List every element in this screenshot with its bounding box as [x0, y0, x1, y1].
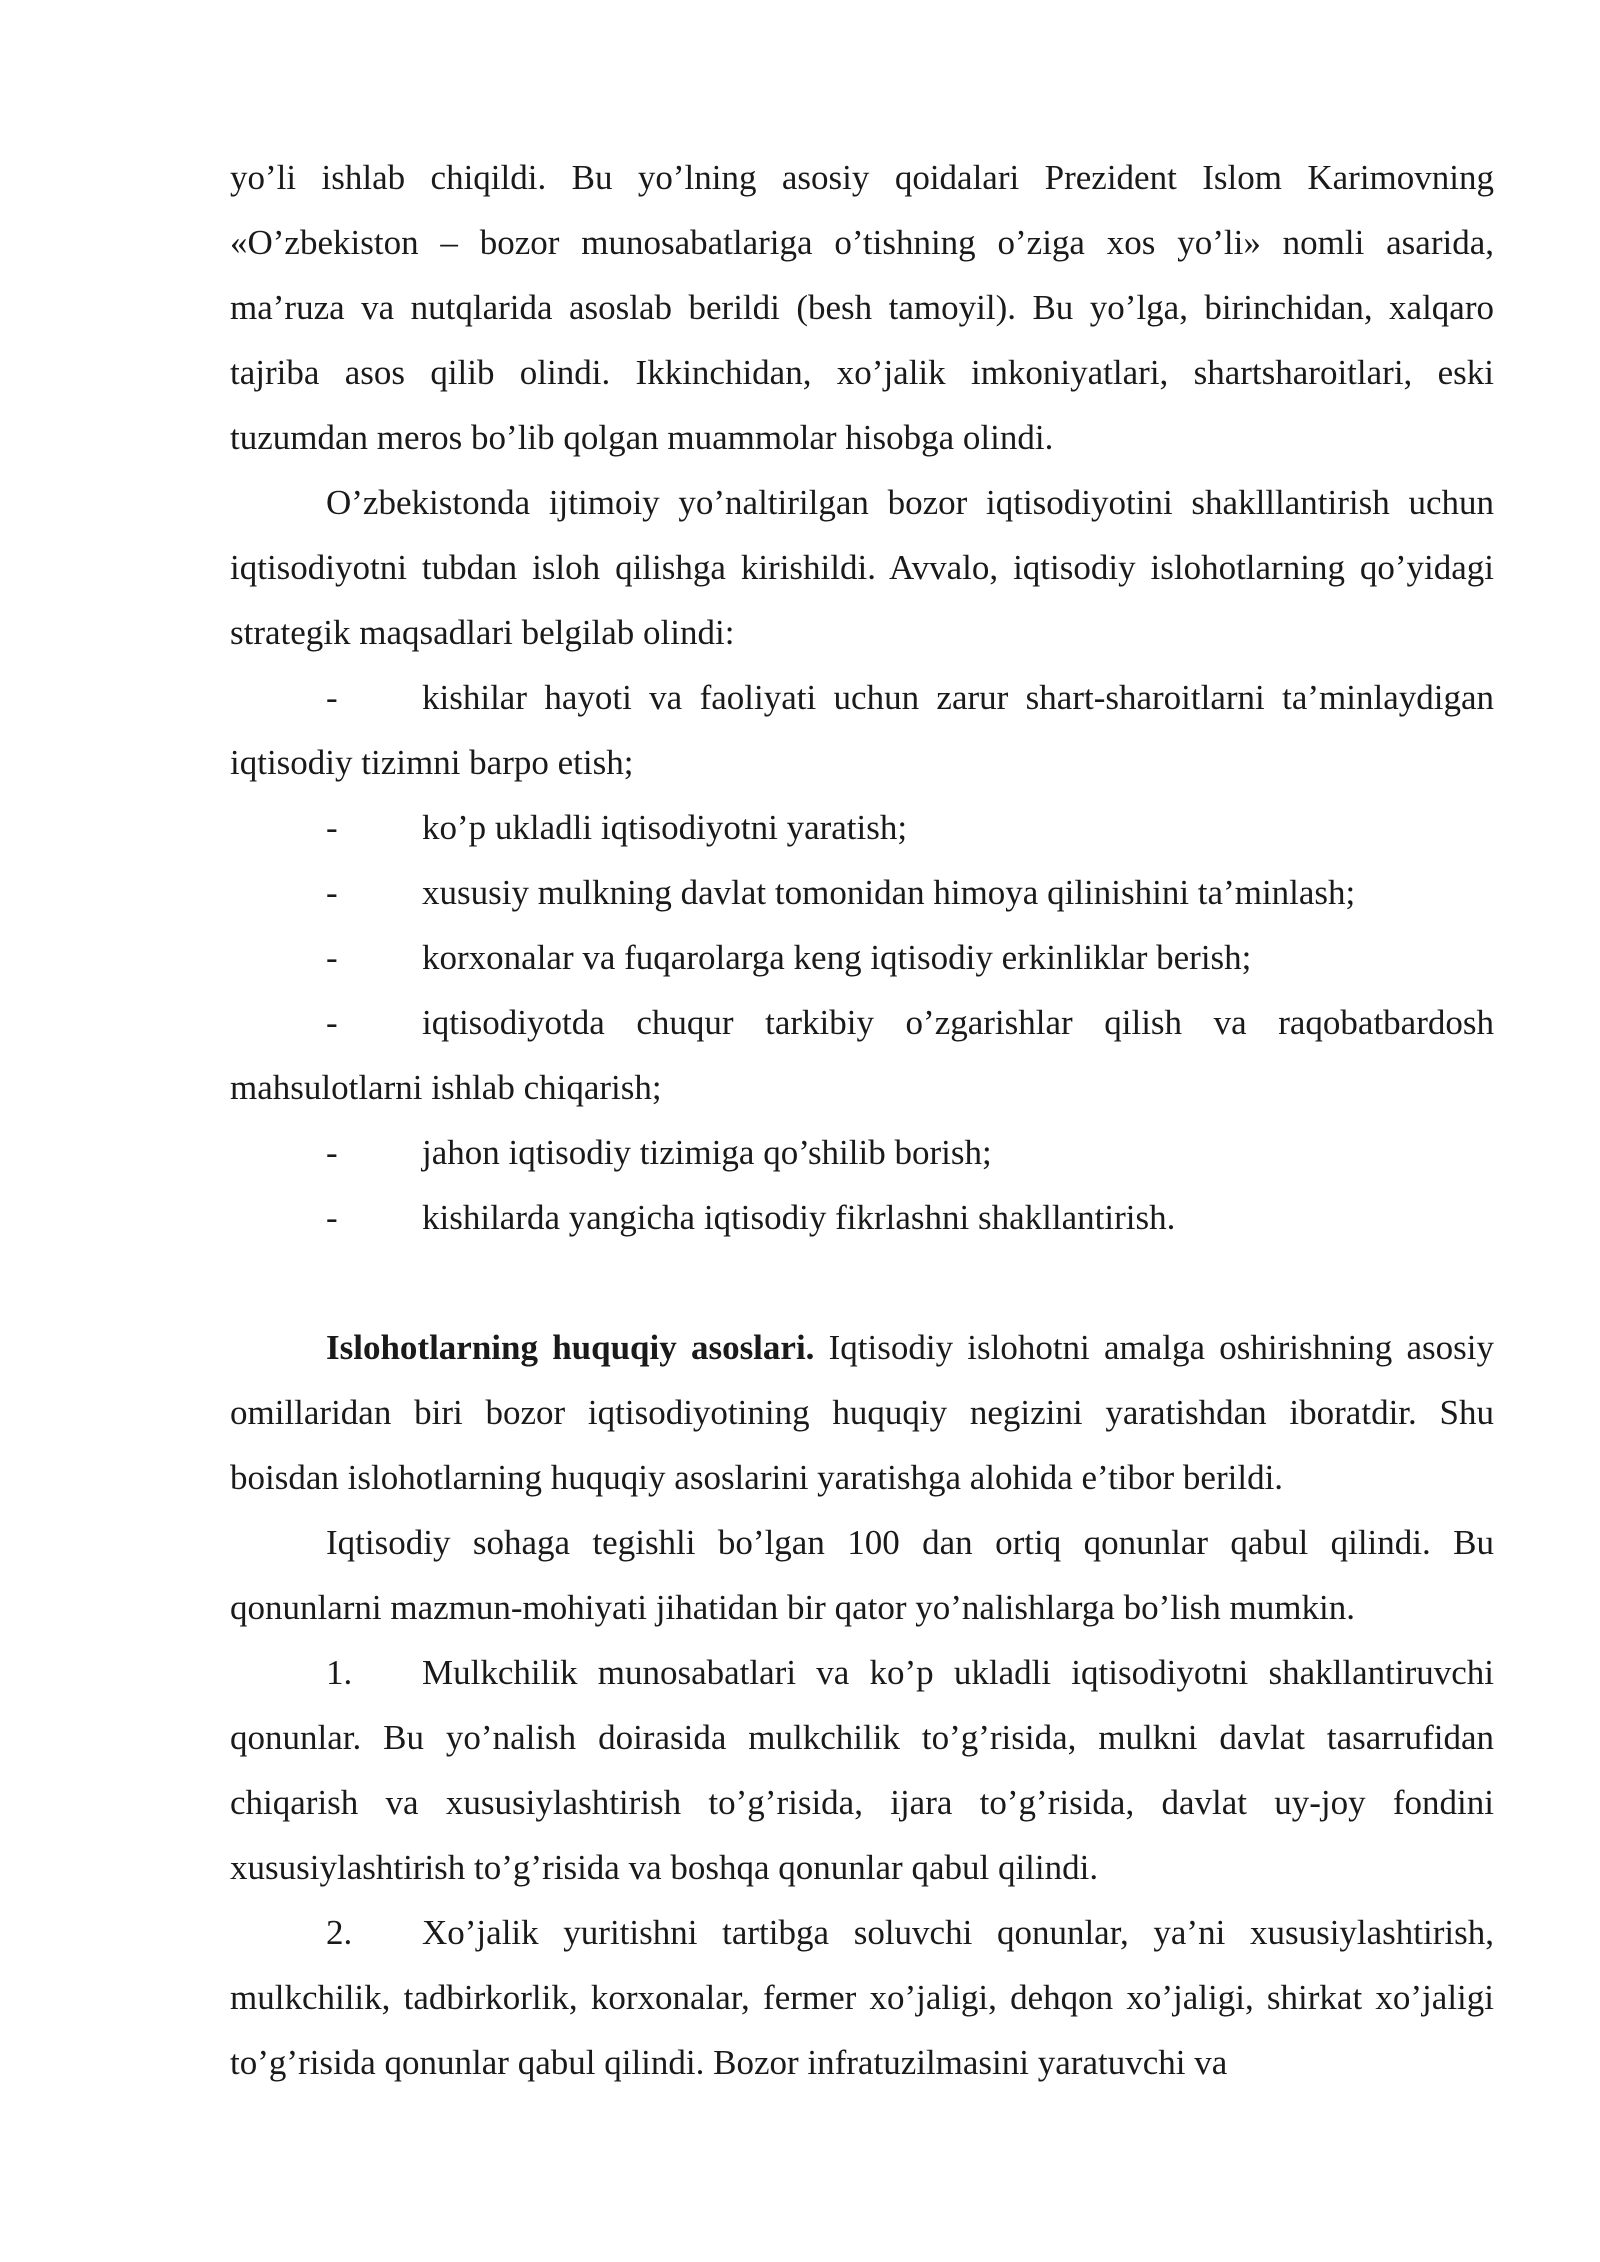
numbered-item-text: Xo’jalik yuritishni tartibga soluvchi qonunlar, ya’ni xususiylashtirish, mulkchilik, tadbirkorlik, korxonalar, fermer xo’jaligi, dehqon xo’jaligi, shirkat xo’jaligi to’g’risida qonunlar qabul qilindi. Bozor infratuzilmasini yaratuvchi va [230, 1913, 1494, 2082]
bullet-marker: - [326, 1198, 338, 1237]
list-item [230, 925, 1494, 990]
list-item-text: jahon iqtisodiy tizimiga qo’shilib borish; [422, 1133, 992, 1172]
number-marker: 1. [326, 1653, 353, 1692]
document-page [230, 145, 1494, 2095]
paragraph-legal-basis [230, 1315, 1494, 1510]
list-item-text: korxonalar va fuqarolarga keng iqtisodiy erkinliklar berish; [422, 938, 1252, 977]
list-item-text: kishilar hayoti va faoliyati uchun zarur shart-sharoitlarni ta’minlaydigan iqtisodiy tizimni barpo etish; [230, 678, 1494, 782]
paragraph-intro: yo’li ishlab chiqildi. Bu yo’lning asosiy qoidalari Prezident Islom Karimovning «O’zbekiston – bozor munosabatlariga o’tishning o’ziga xos yo’li» nomli asarida, ma’ruza va nutqlarida asoslab berildi (besh tamoyil). Bu yo’lga, birinchidan, xalqaro tajriba asos qilib olindi. Ikkinchidan, xo’jalik imkoniyatlari, shartsharoitlari, eski tuzumdan meros bo’lib qolgan muammolar hisobga olindi. [230, 158, 1494, 457]
list-item [230, 795, 1494, 860]
bullet-marker: - [326, 938, 338, 977]
paragraph-reform-goals: O’zbekistonda ijtimoiy yo’naltirilgan bozor iqtisodiyotini shaklllantirish uchun iqtisodiyotni tubdan isloh qilishga kirishildi. Avvalo, iqtisodiy islohotlarning qo’yidagi strategik maqsadlari belgilab olindi: [230, 483, 1494, 652]
bullet-marker: - [326, 678, 338, 717]
list-item [230, 665, 1494, 795]
number-marker: 2. [326, 1913, 353, 1952]
list-item-text: iqtisodiyotda chuqur tarkibiy o’zgarishlar qilish va raqobatbardosh mahsulotlarni ishlab chiqarish; [230, 1003, 1494, 1107]
list-item [230, 860, 1494, 925]
numbered-item-text: Mulkchilik munosabatlari va ko’p ukladli iqtisodiyotni shakllantiruvchi qonunlar. Bu yo’nalish doirasida mulkchilik to’g’risida, mulkni davlat tasarrufidan chiqarish va xususiylashtirish to’g’risida, ijara to’g’risida, davlat uy-joy fondini xususiylashtirish to’g’risida va boshqa qonunlar qabul qilindi. [230, 1653, 1494, 1887]
list-item-text: kishilarda yangicha iqtisodiy fikrlashni shakllantirish. [422, 1198, 1176, 1237]
paragraph-spacer [230, 1250, 1494, 1315]
list-item-text: xususiy mulkning davlat tomonidan himoya qilinishini ta’minlash; [422, 873, 1356, 912]
bullet-marker: - [326, 873, 338, 912]
list-item [230, 1185, 1494, 1250]
paragraph-text: Iqtisodiy islohotni amalga oshirishning asosiy omillaridan biri bozor iqtisodiyotining huquqiy negizini yaratishdan iboratdir. Shu boisdan islohotlarning huquqiy asoslarini yaratishga alohida e’tibor berildi. [230, 1328, 1494, 1497]
bullet-marker: - [326, 1133, 338, 1172]
bullet-marker: - [326, 1003, 338, 1042]
paragraph-laws-adopted: Iqtisodiy sohaga tegishli bo’lgan 100 dan ortiq qonunlar qabul qilindi. Bu qonunlarni mazmun-mohiyati jihatidan bir qator yo’nalishlarga bo’lish mumkin. [230, 1523, 1494, 1627]
list-item-text: ko’p ukladli iqtisodiyotni yaratish; [422, 808, 908, 847]
numbered-item [230, 1640, 1494, 1900]
bullet-marker: - [326, 808, 338, 847]
numbered-item [230, 1900, 1494, 2095]
list-item [230, 990, 1494, 1120]
section-heading: Islohotlarning huquqiy asoslari. [326, 1328, 815, 1367]
list-item [230, 1120, 1494, 1185]
